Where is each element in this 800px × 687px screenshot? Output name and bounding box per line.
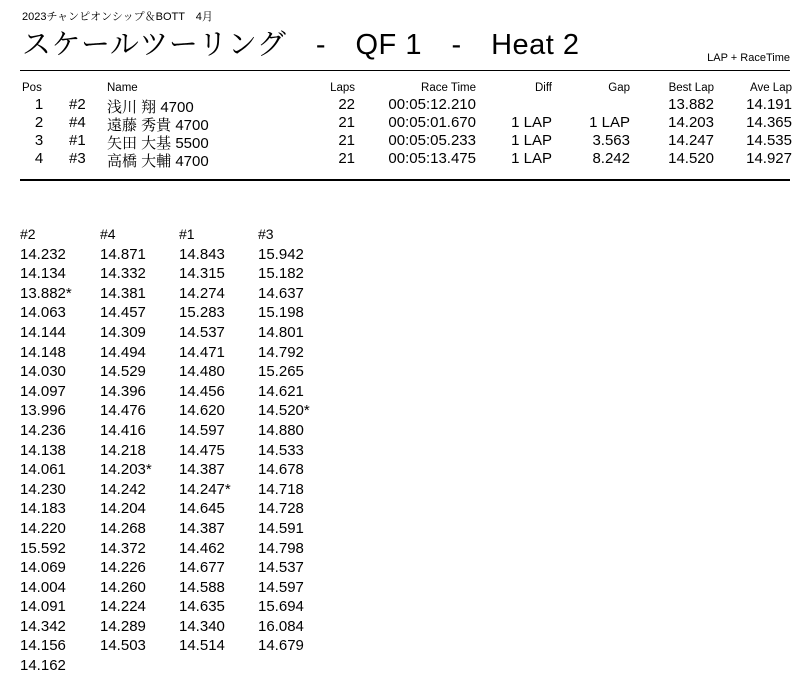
lap-time: 14.144 [20,323,66,341]
lap-time: 14.620 [179,402,225,420]
lap-time: 14.471 [179,343,225,361]
lap-time: 14.148 [20,343,66,361]
lap-column-header: #1 [179,226,195,242]
result-ave-lap: 14.927 [746,150,792,167]
header-diff: Diff [534,82,552,94]
lap-time: 14.247* [179,480,231,498]
lap-time: 14.801 [258,323,304,341]
result-best-lap: 14.247 [668,132,714,149]
result-car-number: #4 [69,114,86,131]
lap-time: 14.416 [100,421,146,439]
lap-time: 14.342 [20,617,66,635]
result-diff: 1 LAP [511,150,552,167]
header-ave-lap: Ave Lap [750,82,792,94]
lap-time: 14.138 [20,441,66,459]
lap-column-header: #2 [20,226,36,242]
lap-time: 14.134 [20,265,66,283]
result-gap: 1 LAP [589,114,630,131]
lap-time: 14.514 [179,637,225,655]
lap-time: 14.289 [100,617,146,635]
result-race-time: 00:05:01.670 [388,114,476,131]
header-race-time: Race Time [421,82,476,94]
lap-time: 14.637 [258,284,304,302]
result-ave-lap: 14.535 [746,132,792,149]
results-table [20,82,792,168]
lap-time: 14.309 [100,323,146,341]
lap-time: 14.340 [179,617,225,635]
lap-time: 14.332 [100,265,146,283]
lap-time: 14.880 [258,421,304,439]
result-best-lap: 14.203 [668,114,714,131]
lap-time: 14.645 [179,500,225,518]
result-pos: 1 [34,96,44,113]
lap-time: 14.230 [20,480,66,498]
lap-column [258,225,338,656]
lap-time: 14.677 [179,559,225,577]
header-gap: Gap [608,82,630,94]
result-race-time: 00:05:12.210 [388,96,476,113]
lap-time: 14.475 [179,441,225,459]
lap-time: 15.592 [20,539,66,557]
lap-time: 14.529 [100,363,146,381]
lap-time: 14.030 [20,363,66,381]
lap-column [20,225,100,676]
lap-time: 14.156 [20,637,66,655]
result-race-time: 00:05:13.475 [388,150,476,167]
lap-time: 14.476 [100,402,146,420]
result-driver-name: 遠藤 秀貴 4700 [107,117,209,134]
lap-time: 14.097 [20,382,66,400]
lap-time: 14.718 [258,480,304,498]
result-pos: 4 [34,150,44,167]
result-row [20,150,792,168]
lap-time: 14.260 [100,578,146,596]
result-diff: 1 LAP [511,114,552,131]
mode-label: LAP + RaceTime [707,52,790,64]
lap-time: 14.236 [20,421,66,439]
lap-time: 15.265 [258,363,304,381]
lap-time: 15.198 [258,304,304,322]
divider-bottom [20,179,790,181]
lap-time: 14.635 [179,598,225,616]
result-driver-name: 高橋 大輔 4700 [107,153,209,170]
lap-time: 14.004 [20,578,66,596]
lap-time: 14.396 [100,382,146,400]
lap-column [100,225,180,656]
result-car-number: #1 [69,132,86,149]
result-driver-name: 浅川 翔 4700 [107,99,194,116]
result-gap: 8.242 [592,150,630,167]
lap-time: 14.162 [20,657,66,675]
lap-time: 13.882* [20,284,72,302]
lap-time: 14.218 [100,441,146,459]
header-laps: Laps [330,82,355,94]
lap-time: 14.597 [179,421,225,439]
result-ave-lap: 14.365 [746,114,792,131]
lap-time: 14.315 [179,265,225,283]
lap-time: 14.588 [179,578,225,596]
lap-time: 14.091 [20,598,66,616]
event-subtitle: 2023チャンピオンシップ＆BOTT 4月 [22,11,213,23]
lap-time: 14.679 [258,637,304,655]
result-diff: 1 LAP [511,132,552,149]
lap-time: 16.084 [258,617,304,635]
result-row [20,132,792,150]
result-laps: 22 [338,96,355,113]
result-row [20,114,792,132]
lap-time: 14.456 [179,382,225,400]
lap-time: 14.220 [20,519,66,537]
lap-time: 14.183 [20,500,66,518]
lap-time: 14.232 [20,245,66,263]
header-pos: Pos [22,82,42,94]
lap-time: 14.224 [100,598,146,616]
lap-time: 14.387 [179,461,225,479]
lap-time: 14.381 [100,284,146,302]
lap-time: 14.843 [179,245,225,263]
result-pos: 3 [34,132,44,149]
lap-time: 14.226 [100,559,146,577]
lap-time: 14.871 [100,245,146,263]
lap-time: 14.597 [258,578,304,596]
lap-time: 14.372 [100,539,146,557]
lap-column-header: #4 [100,226,116,242]
lap-time: 14.480 [179,363,225,381]
lap-time: 14.621 [258,382,304,400]
lap-time: 14.069 [20,559,66,577]
lap-time: 13.996 [20,402,66,420]
result-race-time: 00:05:05.233 [388,132,476,149]
lap-time: 14.494 [100,343,146,361]
result-laps: 21 [338,132,355,149]
lap-time: 14.061 [20,461,66,479]
lap-time: 14.457 [100,304,146,322]
divider-top [20,70,790,71]
lap-time: 14.678 [258,461,304,479]
lap-time: 14.798 [258,539,304,557]
lap-time: 14.242 [100,480,146,498]
lap-column-header: #3 [258,226,274,242]
result-car-number: #3 [69,150,86,167]
result-ave-lap: 14.191 [746,96,792,113]
lap-time: 14.203* [100,461,152,479]
lap-time: 14.387 [179,519,225,537]
lap-time: 14.503 [100,637,146,655]
result-car-number: #2 [69,96,86,113]
lap-time: 14.520* [258,402,310,420]
result-driver-name: 矢田 大基 5500 [107,135,209,152]
lap-time: 14.274 [179,284,225,302]
page-title: スケールツーリング - QF 1 - Heat 2 [22,29,580,61]
lap-time: 15.942 [258,245,304,263]
lap-time: 14.204 [100,500,146,518]
result-laps: 21 [338,150,355,167]
result-best-lap: 13.882 [668,96,714,113]
lap-time: 14.591 [258,519,304,537]
lap-time: 15.283 [179,304,225,322]
result-row [20,96,792,114]
lap-time: 14.268 [100,519,146,537]
lap-time: 14.792 [258,343,304,361]
lap-time: 14.728 [258,500,304,518]
header-best-lap: Best Lap [668,82,714,94]
lap-time: 14.063 [20,304,66,322]
lap-time: 15.182 [258,265,304,283]
lap-time: 15.694 [258,598,304,616]
result-best-lap: 14.520 [668,150,714,167]
lap-time: 14.537 [179,323,225,341]
result-laps: 21 [338,114,355,131]
header-name: Name [107,82,138,94]
lap-time: 14.537 [258,559,304,577]
results-header-row [20,82,792,96]
lap-column [179,225,259,656]
lap-time: 14.533 [258,441,304,459]
lap-time: 14.462 [179,539,225,557]
result-gap: 3.563 [592,132,630,149]
result-pos: 2 [34,114,44,131]
